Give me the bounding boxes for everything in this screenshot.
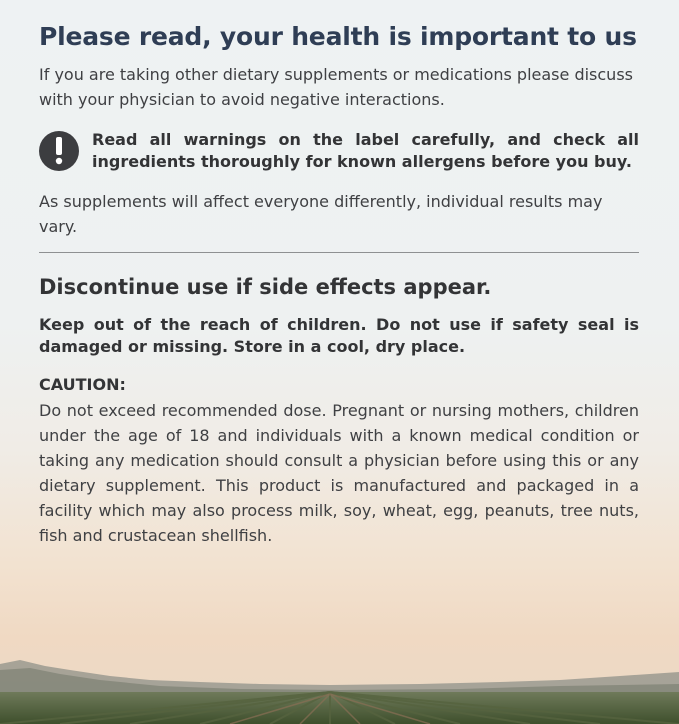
farm-field-background	[0, 614, 679, 724]
caution-heading: CAUTION:	[39, 375, 126, 394]
intro-paragraph: If you are taking other dietary supplements or medications please discuss with your physician to avoid negative interactions.	[39, 65, 633, 109]
warning-text: Read all warnings on the label carefully, and check all ingredients thoroughly for known allergens before you buy.	[92, 130, 639, 171]
discontinue-heading: Discontinue use if side effects appear.	[39, 275, 492, 299]
caution-body: Do not exceed recommended dose. Pregnant or nursing mothers, children under the age of 18 and individuals with a known medical condition or taking any medication should consult a physician before using this or any dietary supplement. This product is manufactured and packaged in a facility which may also process milk, soy, wheat, egg, peanuts, tree nuts, fish and crustacean shellfish.	[39, 401, 639, 545]
supplement-notice	[39, 22, 639, 548]
results-vary-text: As supplements will affect everyone differently, individual results may vary.	[39, 192, 603, 236]
exclamation-icon	[39, 131, 79, 171]
page-title: Please read, your health is important to us	[39, 22, 637, 51]
divider	[39, 252, 639, 253]
warning-callout	[39, 129, 639, 173]
storage-warning: Keep out of the reach of children. Do not use if safety seal is damaged or missing. Store in a cool, dry place.	[39, 315, 639, 356]
